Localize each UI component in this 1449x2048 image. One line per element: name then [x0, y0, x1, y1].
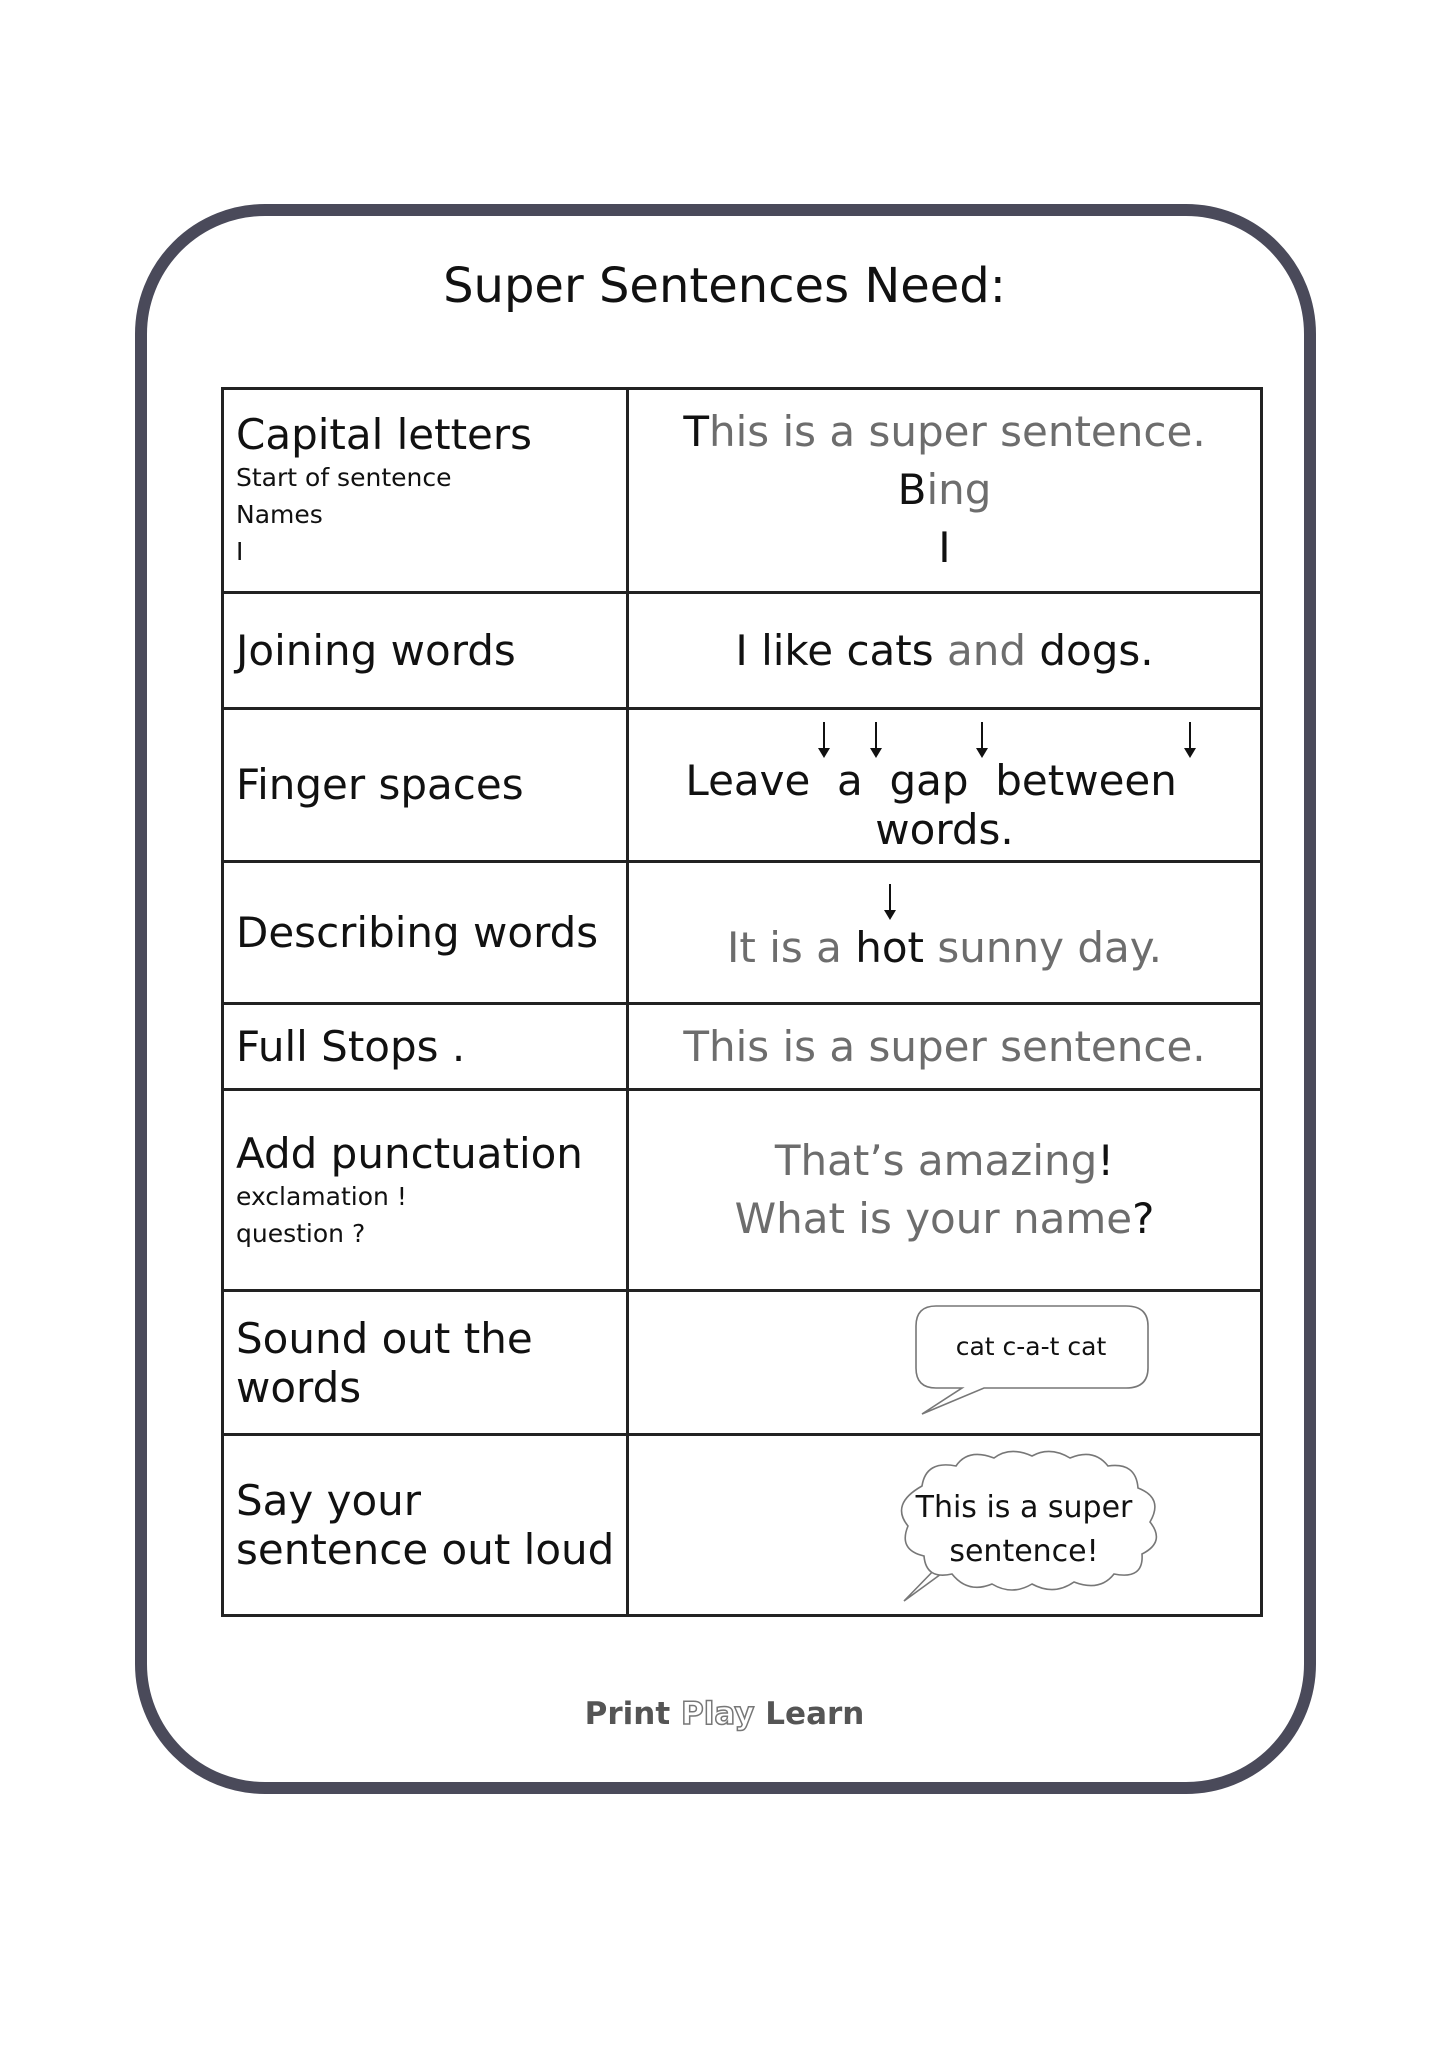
example-text: ing: [926, 465, 992, 515]
rule-label-cell: [223, 861, 628, 1003]
down-arrow-icon: [981, 722, 983, 756]
example-line: [629, 1190, 1260, 1248]
example-word: a: [837, 755, 863, 805]
thought-cloud-line: This is a super: [915, 1490, 1133, 1526]
rule-sub-item: Start of sentence: [236, 463, 452, 493]
rule-row-add-punctuation: [223, 1090, 1262, 1291]
capital-letter: I: [938, 523, 951, 573]
example-word: between: [995, 755, 1177, 805]
describing-word: hot: [855, 922, 925, 972]
joining-word: and: [946, 625, 1027, 675]
example-text: That’s amazing: [774, 1136, 1098, 1186]
brand-word-play: Play: [680, 1696, 755, 1732]
rule-example-cell: [628, 1290, 1262, 1434]
rule-label-cell: [223, 389, 628, 593]
rule-label: Sound out the words: [236, 1313, 533, 1412]
speech-bubble-text: cat c-a-t cat: [955, 1331, 1107, 1361]
rule-row-full-stops: [223, 1003, 1262, 1089]
rule-label: Describing words: [236, 907, 599, 957]
example-line: [629, 403, 1260, 461]
rule-example-cell: [628, 861, 1262, 1003]
thought-cloud: [882, 1446, 1172, 1606]
rule-row-finger-spaces: [223, 709, 1262, 861]
rule-label-cell: [223, 709, 628, 861]
rule-example-cell: [628, 1003, 1262, 1089]
brand-word-learn: Learn: [765, 1696, 865, 1732]
rule-label: Say your sentence out loud: [236, 1476, 615, 1575]
example-word: gap: [889, 755, 969, 805]
rule-example-cell: [628, 1435, 1262, 1616]
rule-row-sound-out: [223, 1290, 1262, 1434]
example-text: What is your name: [734, 1194, 1133, 1244]
down-arrow-icon: [1189, 722, 1191, 756]
example-text: It is a: [727, 922, 856, 972]
speech-bubble: [914, 1304, 1150, 1416]
example-text: dogs.: [1026, 625, 1154, 675]
rule-example-cell: [628, 592, 1262, 708]
question-mark: ?: [1132, 1194, 1155, 1244]
rule-row-describing-words: [223, 861, 1262, 1003]
rule-label-cell: [223, 1435, 628, 1616]
rule-sub-item: I: [236, 537, 244, 567]
example-line: [629, 461, 1260, 519]
example-word: Leave: [685, 755, 811, 805]
rule-label-cell: [223, 1290, 628, 1434]
rule-label: Full Stops .: [236, 1022, 466, 1072]
example-text: his is a super sentence.: [708, 407, 1206, 457]
down-arrow-icon: [875, 722, 877, 756]
rule-sub-item: Names: [236, 500, 323, 530]
rule-sub-item: question ?: [236, 1218, 366, 1248]
rule-label: Capital letters: [236, 410, 533, 460]
example-line: [629, 1132, 1260, 1190]
example-word: words.: [875, 804, 1014, 854]
example-text: I like cats: [735, 625, 947, 675]
rule-label-cell: [223, 592, 628, 708]
rule-label-cell: [223, 1090, 628, 1291]
rule-row-joining-words: [223, 592, 1262, 708]
rules-table: [221, 387, 1263, 1617]
rule-label-cell: [223, 1003, 628, 1089]
thought-cloud-text: [904, 1486, 1144, 1574]
example-text: sunny day.: [924, 922, 1162, 972]
down-arrow-icon: [823, 722, 825, 756]
thought-cloud-line: sentence!: [949, 1534, 1099, 1570]
rule-example-cell: [628, 709, 1262, 861]
rule-sub-item: exclamation !: [236, 1181, 407, 1211]
rule-row-capital-letters: [223, 389, 1262, 593]
exclamation-mark: !: [1097, 1136, 1115, 1186]
capital-letter: T: [683, 407, 709, 457]
brand-word-print: Print: [584, 1696, 671, 1732]
rule-row-say-out-loud: [223, 1435, 1262, 1616]
rule-label: Finger spaces: [236, 760, 524, 810]
example-text: This is a super sentence.: [683, 1022, 1206, 1072]
rule-example-cell: [628, 389, 1262, 593]
rule-label: Joining words: [236, 625, 516, 675]
page-title: Super Sentences Need:: [443, 258, 1006, 314]
rule-example-cell: [628, 1090, 1262, 1291]
brand-logo: [0, 1696, 1449, 1732]
capital-letter: B: [897, 465, 927, 515]
down-arrow-icon: [889, 884, 891, 918]
rule-label: Add punctuation: [236, 1128, 583, 1178]
